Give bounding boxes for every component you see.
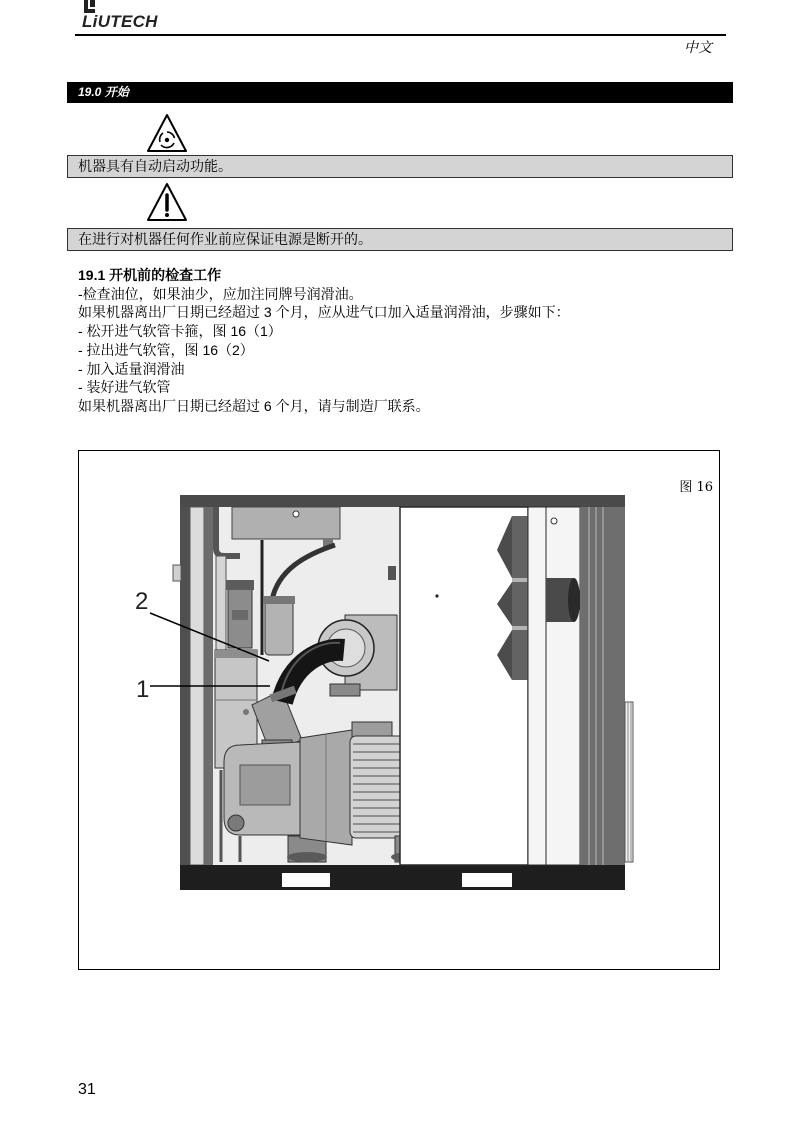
warning-box-power-off: 在进行对机器任何作业前应保证电源是断开的。 [67,228,733,251]
instruction-line: 如果机器离出厂日期已经超过 6 个月，请与制造厂联系。 [78,397,430,414]
instruction-line: -检查油位，如果油少，应加注同牌号润滑油。 [78,285,363,302]
bell-housing [300,730,352,845]
section-title-bar: 19.0 开始 [67,82,733,103]
cooler-panel [528,507,625,865]
warning-box-auto-start: 机器具有自动启动功能。 [67,155,733,178]
base-skid [180,865,625,890]
instruction-line: 如果机器离出厂日期已经超过 3 个月，应从进气口加入适量润滑油，步骤如下： [78,304,570,321]
auto-start-warning-icon [146,112,188,154]
figure-caption: 图 16 [679,480,713,495]
page-number: 31 [78,1081,96,1098]
language-label: 中文 [684,39,712,55]
figure-16 [78,450,720,970]
oil-filter [263,596,295,655]
instruction-line: - 松开进气软管卡箍，图 16（1） [78,323,282,340]
pre-start-checks [78,266,570,416]
cooling-fan [497,516,528,680]
radiator [625,702,633,862]
pressure-valve [226,580,254,648]
compressor-illustration [79,451,719,969]
instruction-line: - 装好进气软管 [78,379,171,396]
subsection-title: 19.1 开机前的检查工作 [78,267,222,283]
callout-number: 2 [135,588,149,615]
brand-logo-text: LiUTECH [82,12,158,31]
instruction-line: - 加入适量润滑油 [78,360,185,377]
instruction-line: - 拉出进气软管，图 16（2） [78,341,254,358]
header-rule [75,34,726,36]
exclamation-warning-icon [146,181,188,223]
callout-number: 1 [136,676,150,703]
